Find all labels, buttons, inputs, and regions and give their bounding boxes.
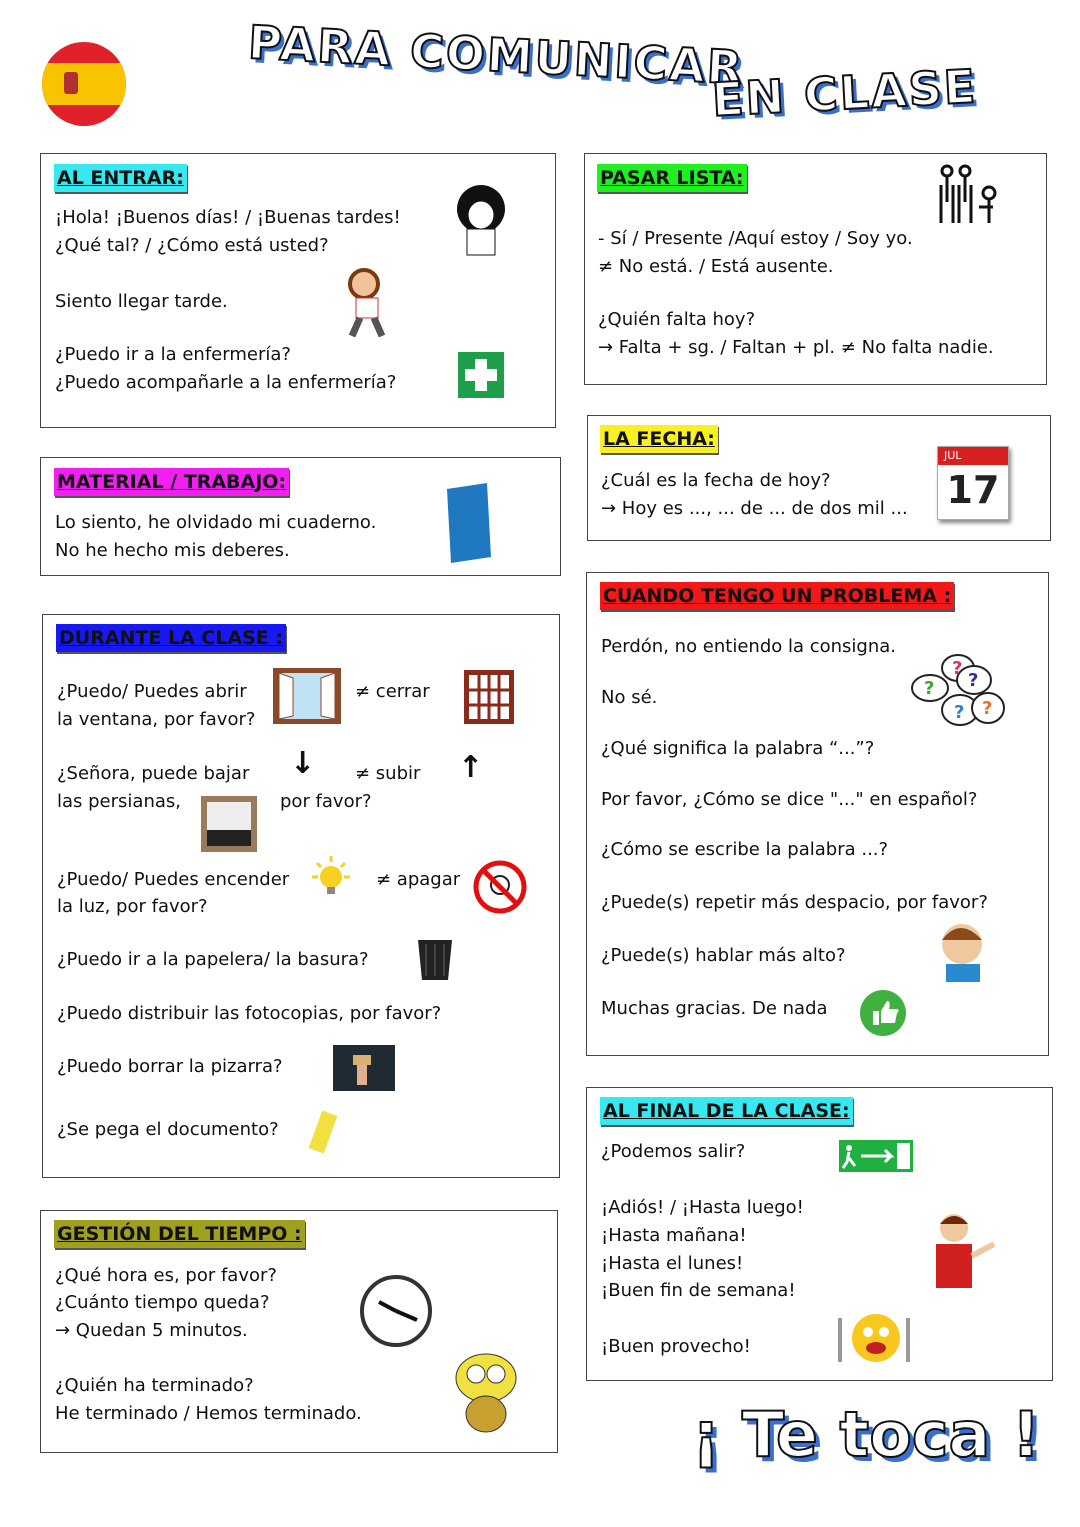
light-off-icon [473,860,527,914]
line: Siento llegar tarde. [55,291,228,312]
trash-bin-icon [416,936,454,982]
eating-smiley-icon [832,1308,916,1368]
line: ¿Qué hora es, por favor? [55,1265,277,1286]
spain-flag-icon [42,42,126,126]
svg-text:?: ? [968,670,979,691]
thumbs-up-icon [859,989,907,1037]
line: No sé. [601,687,658,708]
line: ¿Puedo ir a la papelera/ la basura? [57,949,369,970]
line: ¿Puede(s) repetir más despacio, por favor? [601,892,988,913]
svg-text:?: ? [954,702,965,723]
late-boy-icon [338,266,396,341]
line: → Quedan 5 minutos. [55,1320,248,1341]
line: ¡Adiós! / ¡Hasta luego! [601,1197,804,1218]
line: ¿Quién ha terminado? [55,1375,254,1396]
calendar-day: 17 [946,468,1000,512]
svg-text:?: ? [982,698,993,719]
heading-pasar-lista: PASAR LISTA: [597,164,747,192]
line: ¿Puedo acompañarle a la enfermería? [55,372,397,393]
title-part2: EN CLASE [710,59,979,127]
title-part1: PARA COMUNICAR [246,15,746,95]
open-window-icon [273,668,341,724]
cartoon-character-icon [446,1338,528,1434]
svg-text:?: ? [952,658,963,679]
line: ¿Quién falta hoy? [598,309,756,330]
line: ¿Cómo se escribe la palabra ...? [601,839,889,860]
line: la ventana, por favor? [57,709,256,730]
line: → Falta + sg. / Faltan + pl. ≠ No falta nadie. [598,337,994,358]
notebook-icon [443,483,493,563]
line: ¿Puedo distribuir las fotocopias, por favor? [57,1003,442,1024]
speaking-boy-icon [930,920,988,982]
line: Perdón, no entiendo la consigna. [601,636,897,657]
line: ¿Cuánto tiempo queda? [55,1292,270,1313]
line: ¡Buen provecho! [601,1336,751,1357]
mafalda-icon [445,183,517,263]
heading-problema: CUANDO TENGO UN PROBLEMA : [600,582,954,610]
question-bubbles-icon [908,650,1012,734]
glue-stick-icon [303,1106,343,1158]
waving-person-icon [928,1208,1002,1288]
line: ¿Qué significa la palabra “...”? [601,738,875,759]
line: ¡Hasta mañana! [601,1225,747,1246]
heading-fecha: LA FECHA: [600,425,718,453]
line: ¿Puede(s) hablar más alto? [601,945,846,966]
light-bulb-icon [306,852,356,902]
line: - Sí / Presente /Aquí estoy / Soy yo. [598,228,913,249]
line: ¡Hasta el lunes! [601,1253,744,1274]
first-aid-icon [458,352,504,398]
roll-call-icon [937,163,1003,227]
arrow-down-icon: ↓ [290,746,316,781]
heading-gestion: GESTIÓN DEL TIEMPO : [54,1220,305,1248]
line: por favor? [280,791,372,812]
heading-final: AL FINAL DE LA CLASE: [600,1097,853,1125]
calendar-icon [937,446,1009,520]
line: ≠ No está. / Está ausente. [598,256,834,277]
line: la luz, por favor? [57,896,208,917]
line: ¿Señora, puede bajar [57,763,250,784]
line: He terminado / Hemos terminado. [55,1403,362,1424]
heading-material: MATERIAL / TRABAJO: [54,468,289,496]
line: ¿Se pega el documento? [57,1119,279,1140]
line: Por favor, ¿Cómo se dice "..." en español? [601,789,978,810]
line: las persianas, [57,791,181,812]
blinds-icon [201,796,257,852]
line: ¿Qué tal? / ¿Cómo está usted? [55,235,329,256]
line: Lo siento, he olvidado mi cuaderno. [55,512,377,533]
line: ≠ subir [355,763,421,784]
line: ¡Buen fin de semana! [601,1280,796,1301]
line: ¿Puedo/ Puedes abrir [57,681,247,702]
heading-al-entrar: AL ENTRAR: [54,164,187,192]
erase-board-icon [333,1045,395,1091]
line: ¿Puedo borrar la pizarra? [57,1056,283,1077]
line: No he hecho mis deberes. [55,540,290,561]
clock-icon [359,1274,433,1348]
line: Muchas gracias. De nada [601,998,828,1019]
exit-sign-icon [839,1140,913,1172]
line: ¿Puedo/ Puedes encender [57,869,290,890]
line: ≠ cerrar [355,681,430,702]
line: ≠ apagar [376,869,461,890]
line: ¡Hola! ¡Buenos días! / ¡Buenas tardes! [55,207,401,228]
line: ¿Puedo ir a la enfermería? [55,344,291,365]
line: ¿Cuál es la fecha de hoy? [601,470,831,491]
te-toca-footer: ¡ Te toca ! [692,1398,1041,1471]
closed-window-icon [464,670,514,724]
heading-durante: DURANTE LA CLASE : [56,624,286,652]
svg-text:?: ? [924,678,935,699]
calendar-month: JUL [938,447,1008,465]
line: ¿Podemos salir? [601,1141,746,1162]
arrow-up-icon: ↑ [458,750,484,785]
line: → Hoy es ..., ... de ... de dos mil ... [601,498,908,519]
